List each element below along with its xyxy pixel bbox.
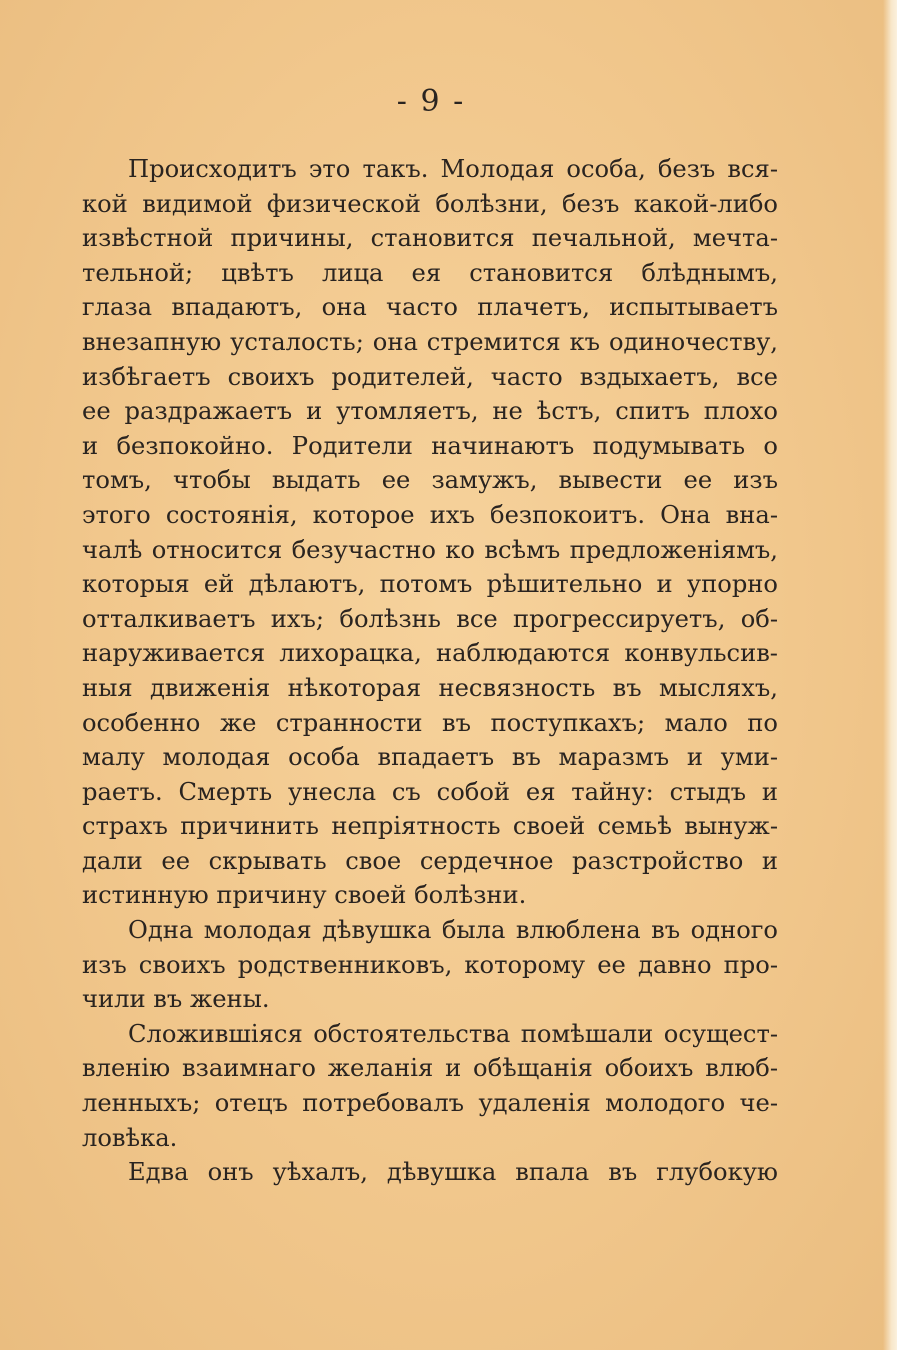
page-number: - 9 -: [396, 84, 466, 119]
text-line: чили въ жены.: [82, 985, 270, 1014]
text-line: тельной; цвѣтъ лица ея становится блѣднымъ,: [82, 258, 778, 287]
text-line: избѣгаетъ своихъ родителей, часто вздыхаетъ, все: [82, 362, 778, 391]
text-line: изъ своихъ родственниковъ, которому ее давно про-: [82, 950, 778, 979]
text-line: раетъ. Смерть унесла съ собой ея тайну: стыдъ и: [82, 777, 778, 806]
text-line: которыя ей дѣлаютъ, потомъ рѣшительно и упорно: [82, 570, 778, 599]
text-line: особенно же странности въ поступкахъ; мало по: [82, 708, 778, 737]
text-line: вленію взаимнаго желанія и обѣщанія обоихъ влюб-: [82, 1054, 778, 1083]
text-line: кой видимой физической болѣзни, безъ какой-либо: [82, 189, 778, 218]
text-line: истинную причину своей болѣзни.: [82, 881, 527, 910]
text-line: глаза впадаютъ, она часто плачетъ, испытываетъ: [82, 293, 778, 322]
text-line: ныя движенія нѣкоторая несвязность въ мысляхъ,: [82, 673, 778, 702]
text-line: ленныхъ; отецъ потребовалъ удаленія молодого че-: [82, 1089, 778, 1118]
text-line: Происходитъ это такъ. Молодая особа, безъ вся-: [128, 155, 778, 183]
text-line: внезапную усталость; она стремится къ одиночеству,: [82, 327, 778, 356]
text-line: Одна молодая дѣвушка была влюблена въ одного: [128, 916, 778, 945]
text-line: и безпокойно. Родители начинаютъ подумывать о: [82, 431, 778, 460]
text-line: малу молодая особа впадаетъ въ маразмъ и уми-: [82, 743, 778, 772]
text-line: Едва онъ уѣхалъ, дѣвушка впала въ глубокую: [128, 1158, 778, 1187]
text-line: дали ее скрывать свое сердечное разстройство и: [82, 846, 778, 875]
text-line: наруживается лихорацка, наблюдаются конвульсив-: [82, 639, 778, 668]
body-text: [82, 152, 778, 1190]
text-line: страхъ причинить непріятность своей семьѣ вынуж-: [82, 812, 778, 841]
text-line: ловѣка.: [82, 1123, 178, 1152]
text-line: этого состоянія, которое ихъ безпокоитъ. Она вна-: [82, 500, 778, 529]
text-line: томъ, чтобы выдать ее замужъ, вывести ее изъ: [82, 466, 778, 495]
text-line: отталкиваетъ ихъ; болѣзнь все прогрессируетъ, об-: [82, 604, 778, 633]
text-line: извѣстной причины, становится печальной, мечта-: [82, 224, 778, 253]
text-line: Сложившіяся обстоятельства помѣшали осущест-: [128, 1019, 778, 1048]
text-line: чалѣ относится безучастно ко всѣмъ предложеніямъ,: [82, 535, 778, 564]
page-edge: [883, 0, 897, 1350]
text-line: ее раздражаетъ и утомляетъ, не ѣстъ, спитъ плохо: [82, 397, 778, 426]
